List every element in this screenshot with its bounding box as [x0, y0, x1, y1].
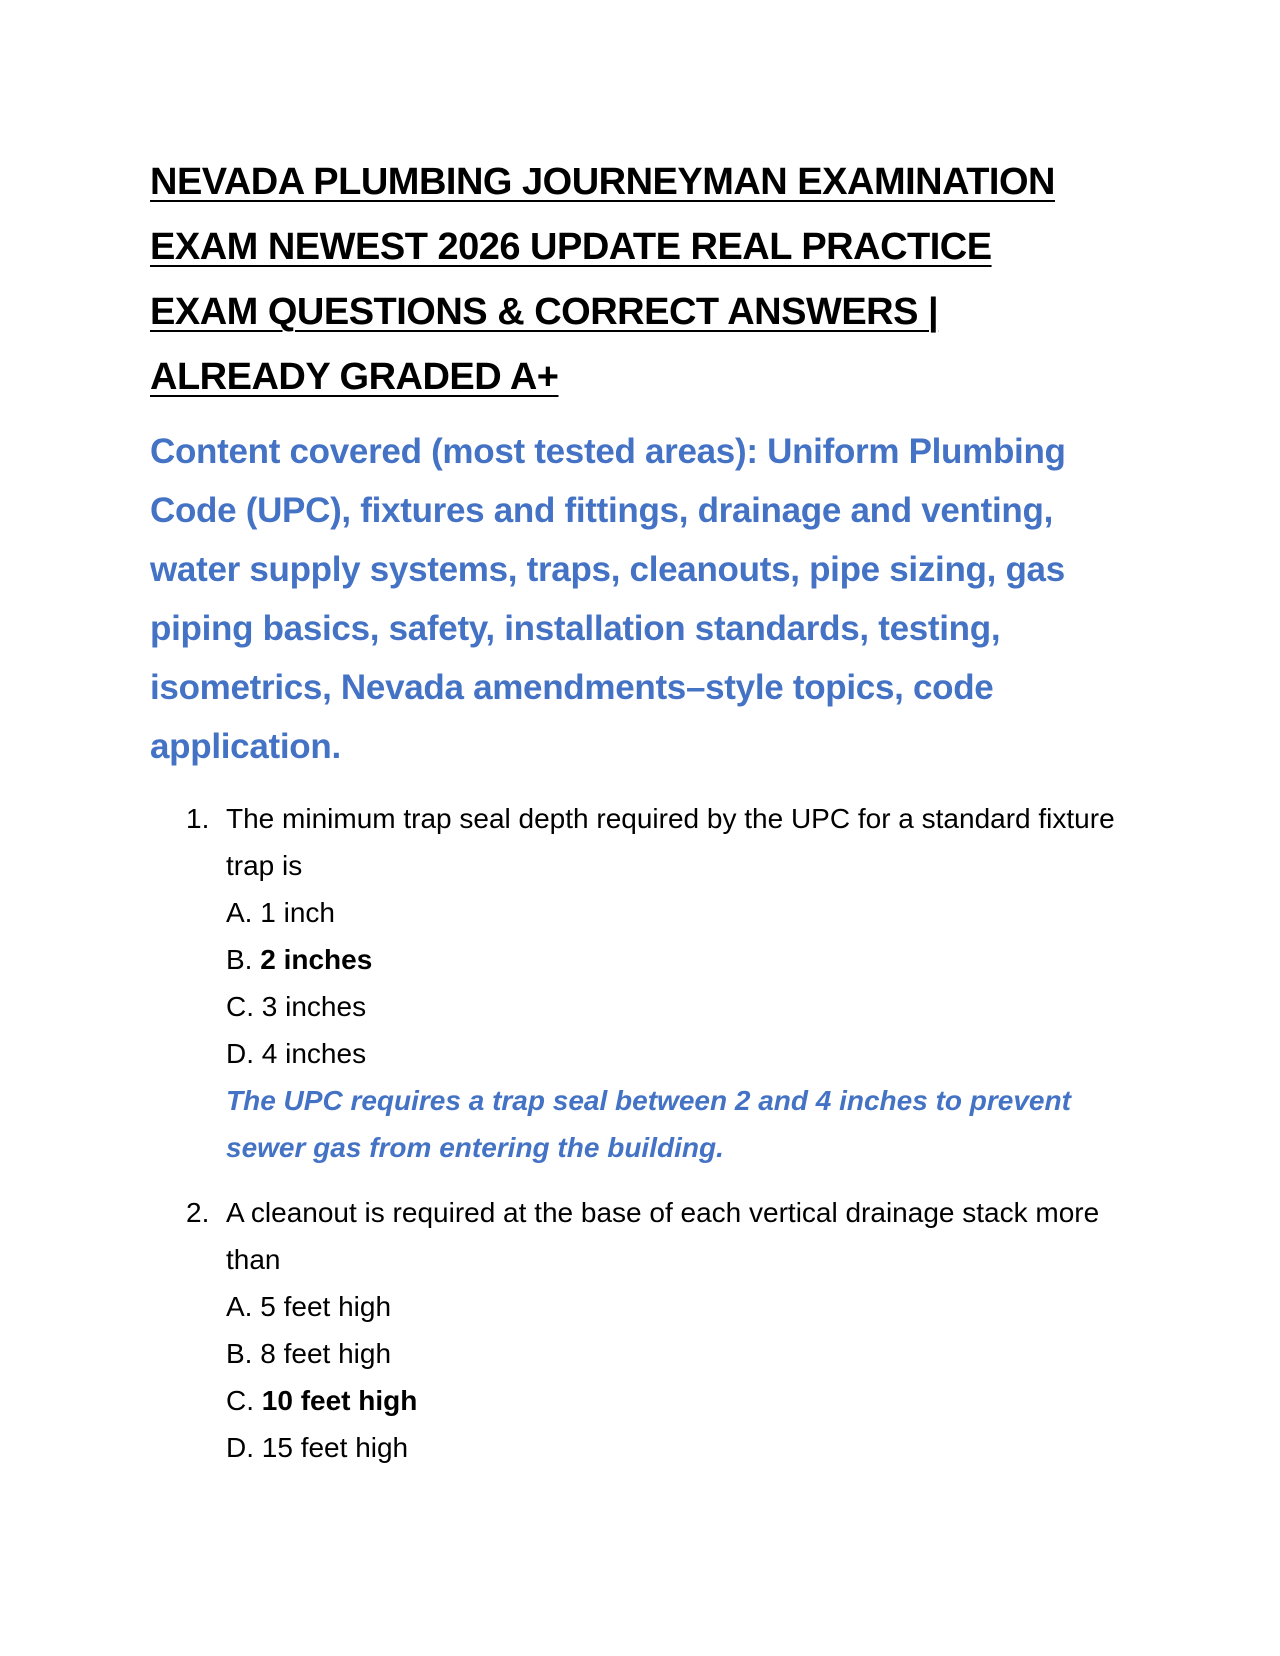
answer-option-correct	[226, 1377, 1126, 1424]
answer-option	[226, 1030, 1126, 1077]
question-number: 1.	[186, 803, 210, 834]
title-line: ALREADY GRADED A+	[150, 356, 559, 398]
option-letter: A.	[226, 1291, 253, 1322]
answer-option-correct	[226, 936, 1126, 983]
option-letter: D.	[226, 1432, 254, 1463]
answer-option	[226, 1283, 1126, 1330]
answer-option	[226, 1330, 1126, 1377]
option-letter: C.	[226, 991, 254, 1022]
option-text: 3 inches	[261, 991, 367, 1022]
answer-explanation: The UPC requires a trap seal between 2 and 4 inches to prevent sewer gas from entering the building.	[226, 1085, 1071, 1163]
option-text: 1 inch	[260, 897, 335, 928]
document-title	[150, 150, 1130, 410]
option-text: 15 feet high	[261, 1432, 409, 1463]
option-text: 5 feet high	[260, 1291, 392, 1322]
content-covered: Content covered (most tested areas): Uniform Plumbing Code (UPC), fixtures and fittings, drainage and venting, water supply systems, traps, cleanouts, pipe sizing, gas piping basics, safety, installation standards, testing, isometrics, Nevada amendments–style topics, code application.	[150, 432, 1066, 766]
option-text: 4 inches	[261, 1038, 367, 1069]
question-item	[186, 1189, 1126, 1471]
title-line: EXAM QUESTIONS & CORRECT ANSWERS |	[150, 291, 939, 333]
answer-option	[226, 983, 1126, 1030]
answer-option	[226, 1424, 1126, 1471]
answer-option	[226, 889, 1126, 936]
question-list	[186, 795, 1126, 1471]
option-text: 8 feet high	[260, 1338, 392, 1369]
title-line: EXAM NEWEST 2026 UPDATE REAL PRACTICE	[150, 226, 992, 268]
option-text: 2 inches	[260, 944, 373, 975]
title-line: NEVADA PLUMBING JOURNEYMAN EXAMINATION	[150, 161, 1055, 203]
question-number: 2.	[186, 1197, 210, 1228]
option-letter: C.	[226, 1385, 254, 1416]
option-letter: B.	[226, 944, 253, 975]
option-letter: A.	[226, 897, 253, 928]
question-item	[186, 795, 1126, 1171]
option-text: 10 feet high	[261, 1385, 418, 1416]
option-letter: B.	[226, 1338, 253, 1369]
question-text: A cleanout is required at the base of each vertical drainage stack more than	[226, 1197, 1100, 1275]
question-text: The minimum trap seal depth required by the UPC for a standard fixture trap is	[226, 803, 1115, 881]
option-letter: D.	[226, 1038, 254, 1069]
